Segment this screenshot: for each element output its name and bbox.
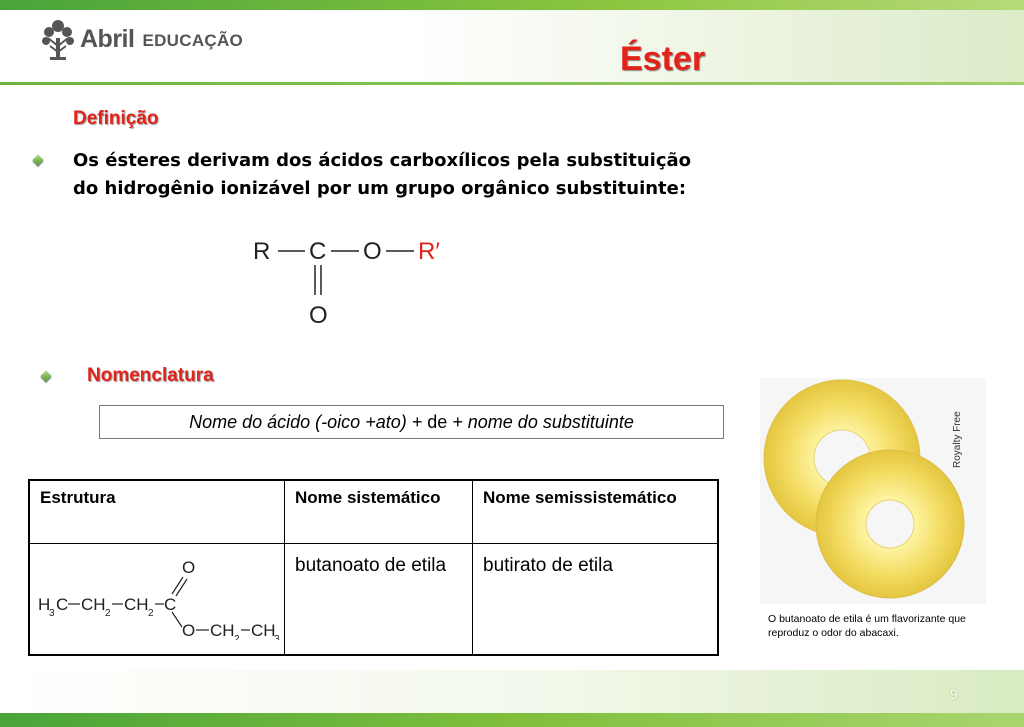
table-row [29,544,718,656]
subscript-3-b: 3 [274,634,280,640]
structure-o-single: O [363,238,382,265]
top-accent-bar [0,0,1024,10]
rule-part-3: + nome do substituinte [452,411,634,432]
cell-structure [29,544,285,656]
group-ch-1: CH [81,595,106,614]
header-divider [0,82,1024,85]
subscript-2-c: 2 [234,634,240,640]
tree-logo-icon [40,16,76,62]
image-caption: O butanoato de etila é um flavorizante que reproduz o odor do abacaxi. [768,613,966,639]
logo-brand-text: Abril [80,24,135,53]
logo-sub-text: EDUCAÇÃO [142,31,244,50]
structure-r: R [253,238,271,265]
structure-c: C [309,238,327,265]
table-header-row [29,480,718,544]
rule-part-2: de [422,411,453,432]
abril-educacao-logo [40,14,243,64]
group-ch-4: CH [251,621,276,640]
header-nome-semissistematico: Nome semissistemático [473,480,719,544]
definition-line-2: do hidrogênio ionizável por um grupo orgânico substituinte: [73,178,687,199]
atom-c-carbonyl: C [164,595,177,614]
group-ch-3: CH [210,621,235,640]
definition-text [73,147,853,203]
page-number: 9 [950,686,958,702]
atom-c1: C [56,595,69,614]
bullet-diamond-icon [40,370,51,381]
rule-part-1: Nome do ácido (-oico +ato) + [189,411,423,432]
footer-accent-bar [0,713,1024,727]
bond-c-o [172,612,182,627]
header-estrutura: Estrutura [29,480,285,544]
double-bond-a [172,577,183,594]
double-bond-b [176,579,187,596]
atom-h: H [38,595,51,614]
cell-nome-sistematico: butanoato de etila [285,544,473,656]
atom-o-double: O [182,558,196,577]
ester-table [28,479,719,656]
definition-heading: Definição [73,108,159,129]
bullet-diamond-icon [32,154,43,165]
structure-r-prime: R′ [418,238,440,265]
structure-o-double: O [309,302,328,329]
subscript-3: 3 [49,608,55,619]
header-nome-sistematico: Nome sistemático [285,480,473,544]
subscript-2-b: 2 [148,608,154,619]
nomenclature-heading: Nomenclatura [87,365,214,386]
atom-o-single: O [182,621,196,640]
group-ch-2: CH [124,595,149,614]
page-title: Éster [620,40,706,78]
definition-line-1: Os ésteres derivam dos ácidos carboxílicos pela substituição [73,150,692,171]
ester-general-structure [245,228,455,333]
nomenclature-rule-box [99,405,724,439]
royalty-free-credit: Royalty Free [952,411,963,468]
butanoato-de-etila-structure [34,548,280,640]
cell-nome-semissistematico: butirato de etila [473,544,719,656]
subscript-2-a: 2 [105,608,111,619]
